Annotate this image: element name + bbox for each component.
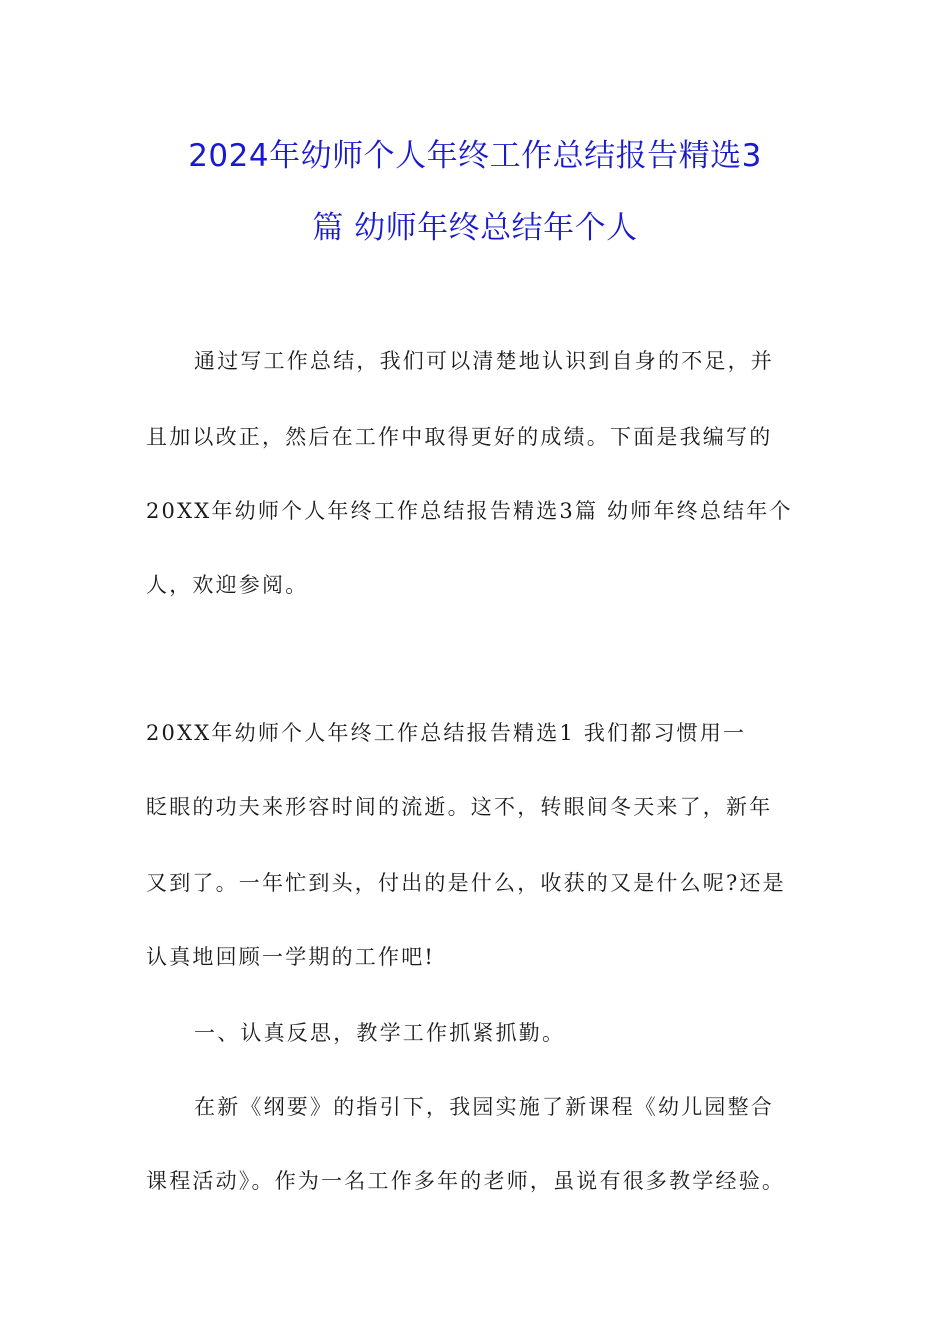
intro-line-2: 且加以改正，然后在工作中取得更好的成绩。下面是我编写的	[146, 425, 773, 449]
section1-para-line-1: 在新《纲要》的指引下，我园实施了新课程《幼儿园整合	[194, 1095, 774, 1119]
document-title-line-2: 篇 幼师年终总结年个人	[312, 210, 638, 246]
section1-heading: 一、认真反思，教学工作抓紧抓勤。	[194, 1021, 566, 1045]
section1-para-line-2: 课程活动》。作为一名工作多年的老师，虽说有很多教学经验。	[146, 1169, 786, 1193]
section1-line-3: 又到了。一年忙到头，付出的是什么，收获的又是什么呢?还是	[146, 871, 786, 895]
section1-line-1: 20XX年幼师个人年终工作总结报告精选1 我们都习惯用一	[146, 721, 747, 745]
intro-line-4: 人，欢迎参阅。	[146, 573, 309, 597]
intro-line-1: 通过写工作总结，我们可以清楚地认识到自身的不足，并	[194, 349, 774, 373]
intro-line-3: 20XX年幼师个人年终工作总结报告精选3篇 幼师年终总结年个	[146, 499, 793, 523]
section1-line-4: 认真地回顾一学期的工作吧!	[146, 945, 436, 969]
section1-line-2: 眨眼的功夫来形容时间的流逝。这不，转眼间冬天来了，新年	[146, 795, 773, 819]
document-title-line-1: 2024年幼师个人年终工作总结报告精选3	[188, 138, 762, 174]
